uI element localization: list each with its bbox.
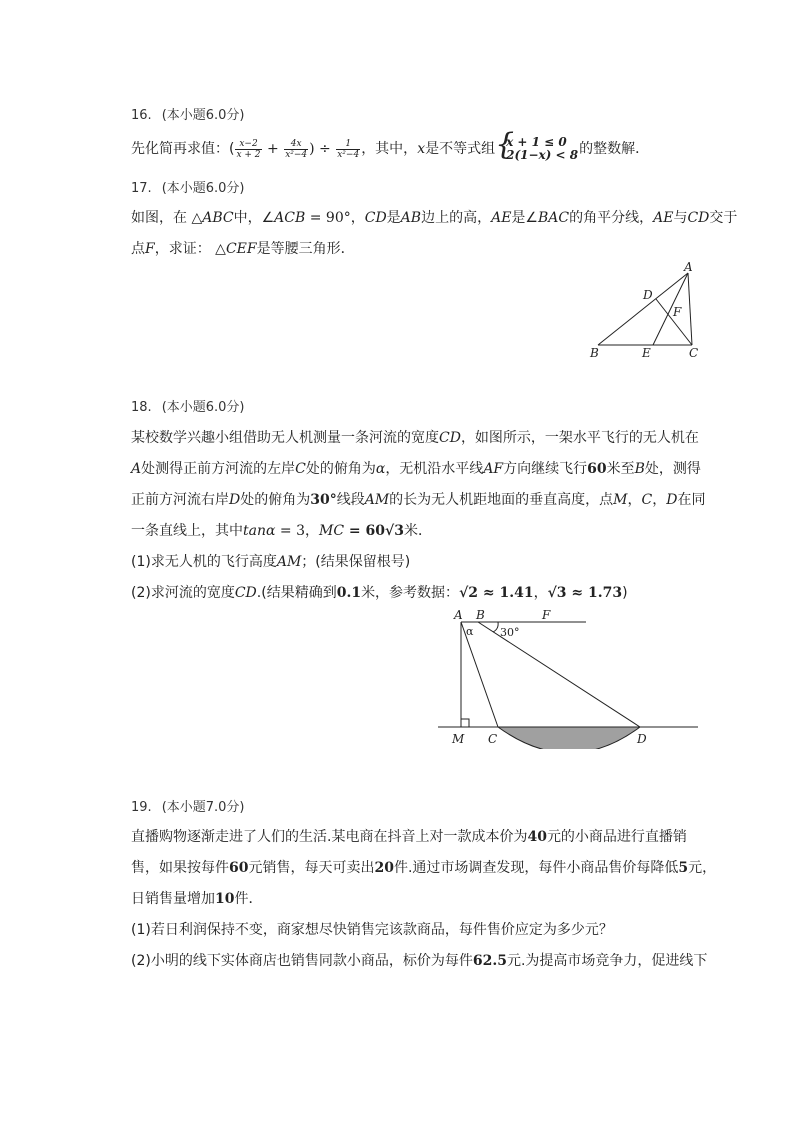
q19-line2: 售，如果按每件60元销售，每天可卖出20件.通过市场调查发现，每件小商品售价每降低5元，: [131, 860, 717, 876]
label-m: M: [452, 732, 465, 746]
segment-ae: [653, 273, 688, 345]
q16-header: [131, 104, 245, 123]
q16-suffix: 的整数解．: [579, 141, 650, 157]
river-shape: [498, 727, 640, 749]
label-f: F: [542, 608, 551, 622]
q16-mid2: 是不等式组: [425, 141, 496, 157]
q17-line1: 如图，在 △ABC中，∠ACB = 90°，CD是AB边上的高，AE是∠BAC的角平分线，AE与CD交于: [131, 210, 738, 226]
q19-line5: (2)小明的线下实体商店也销售同款小商品，标价为每件62.5元.为提高市场竞争力，促进线下: [131, 953, 708, 969]
label-b: B: [476, 608, 485, 622]
angle-30-arc: [493, 622, 498, 632]
q19-line4: (1)若日利润保持不变，商家想尽快销售完该款商品，每件售价应定为多少元？: [131, 922, 613, 938]
q18-line5: (1)求无人机的飞行高度AM；(结果保留根号): [131, 554, 411, 570]
q18-number: 18.: [131, 400, 152, 415]
q16-frac1: $\frac{x-2}{x + 2}$: [236, 138, 261, 160]
q16-inequality-system: { x + 1 ≤ 0 2(1−x) < 8: [495, 127, 579, 162]
q16-mid: ，其中，: [361, 141, 418, 157]
q17-number: 17.: [131, 181, 152, 196]
q18-line4: 一条直线上，其中tanα = 3，MC = 60√3米．: [131, 523, 432, 539]
q16-text: [131, 127, 650, 162]
q16-score: (本小题6.0分): [161, 108, 245, 123]
q17-triangle-figure: [580, 258, 710, 363]
q18-line2: A处测得正前方河流的左岸C处的俯角为α，无机沿水平线AF方向继续飞行60米至B处，测得: [131, 461, 701, 477]
q19-header: [131, 796, 245, 815]
q19-line1: 直播购物逐渐走进了人们的生活.某电商在抖音上对一款成本价为40元的小商品进行直播销: [131, 829, 687, 845]
label-alpha: α: [466, 625, 474, 638]
label-c: C: [488, 732, 498, 746]
q17-line2: 点F，求证： △CEF是等腰三角形．: [131, 241, 355, 257]
right-angle-mark: [461, 719, 469, 727]
q16-frac3: $\frac{1}{\text{x²−4}}$: [337, 138, 360, 160]
label-a: A: [454, 608, 463, 622]
q16-number: 16.: [131, 108, 152, 123]
label-e: E: [642, 346, 651, 360]
q17-score: (本小题6.0分): [161, 181, 245, 196]
q16-div: ) ÷: [309, 141, 336, 157]
q18-drone-figure: [436, 604, 700, 749]
label-b: B: [590, 346, 599, 360]
label-d: D: [637, 732, 647, 746]
q16-frac2: $\frac{4x}{\text{x²−4}}$: [285, 138, 308, 160]
label-d: D: [643, 288, 653, 302]
q18-score: (本小题6.0分): [161, 400, 245, 415]
label-a: A: [684, 260, 693, 274]
label-f: F: [673, 305, 682, 319]
label-c: C: [689, 346, 699, 360]
q19-line3: 日销售量增加10件．: [131, 891, 263, 907]
q16-prefix: 先化简再求值：(: [131, 141, 235, 157]
segment-ac: [688, 273, 692, 345]
q19-number: 19.: [131, 800, 152, 815]
q16-var-x: x: [417, 141, 426, 157]
q18-line1: 某校数学兴趣小组借助无人机测量一条河流的宽度CD，如图所示，一架水平飞行的无人机在: [131, 430, 699, 446]
q19-score: (本小题7.0分): [161, 800, 245, 815]
q18-line6: (2)求河流的宽度CD.(结果精确到0.1米，参考数据：√2 ≈ 1.41，√3 ≈ 1.73): [131, 585, 628, 601]
q17-header: [131, 177, 245, 196]
label-30deg: 30°: [500, 626, 520, 639]
q18-header: [131, 396, 245, 415]
q18-line3: 正前方河流右岸D处的俯角为30°线段AM的长为无人机距地面的垂直高度，点M，C，D在同: [131, 492, 706, 508]
q16-plus: +: [262, 141, 284, 157]
